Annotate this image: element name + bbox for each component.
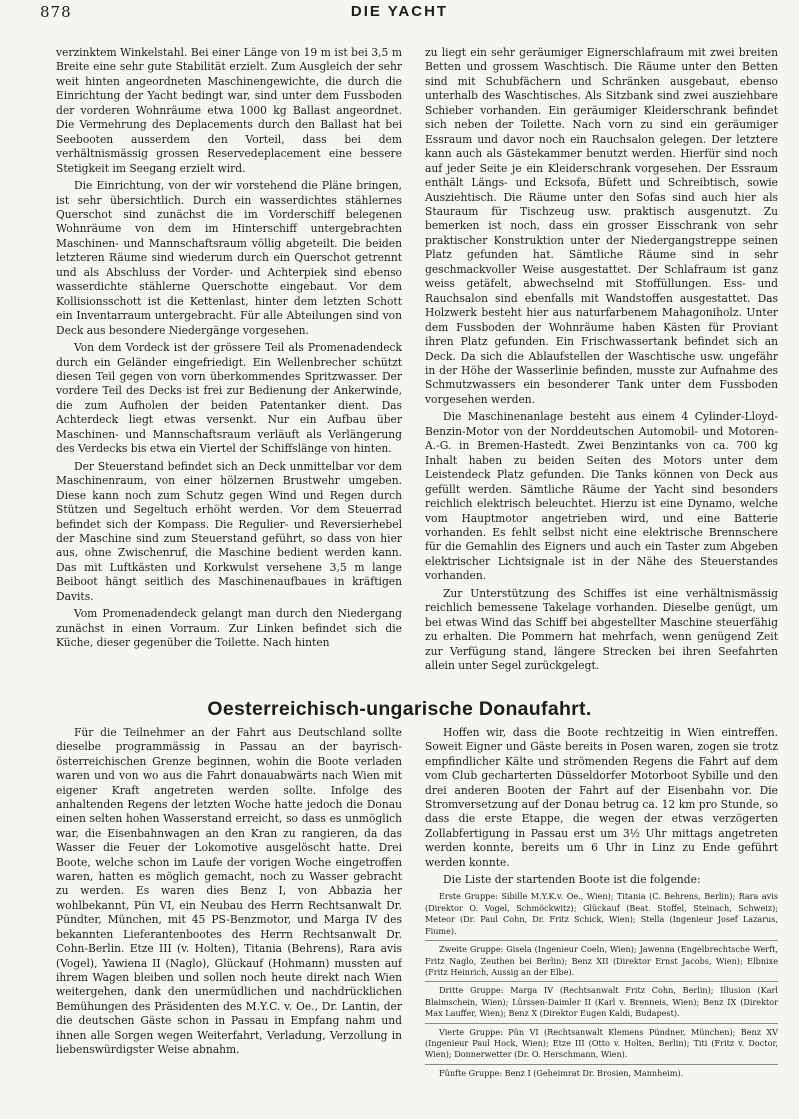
boat-group-1: Erste Gruppe: Sibille M.Y.K.v. Oe., Wien); Titania (C. Behrens, Berlin); Rara avis (Direktor O. Vogel, Schmöckwitz); Glückauf (Beat. Stoffel, Steinach, Schweiz); Meteor (Dr. Paul Cohn, Dr. Fritz Schick, Wien); Stella (Ingenieur Josef Lazarus, Fiume). [425,891,778,936]
divider [425,981,778,982]
boat-list [425,891,778,1079]
divider [425,1023,778,1024]
paragraph: Der Steuerstand befindet sich an Deck unmittelbar vor dem Maschinenraum, von einer hölzernen Brustwehr umgeben. Diese kann noch zum Schutz gegen Wind und Regen durch Stützen und Segeltuch erhöht werden. Vor dem Steuerrad befindet sich der Kompass. Die Regulier- und Reversierhebel der Maschine sind zum Steuerstand geführt, so dass von hier aus, ohne Zwischenruf, die Maschine bedient werden kann. Das mit Luftkästen und Korkwulst versehene 3,5 m lange Beiboot hängt seitlich des Maschinenaufbaues in kräftigen Davits. [56,459,402,603]
paragraph: Vom Promenadendeck gelangt man durch den Niedergang zunächst in einen Vorraum. Zur Linken befindet sich die Küche, dieser gegenüber die Toilette. Nach hinten [56,607,402,650]
article-title: Oesterreichisch-ungarische Donaufahrt. [207,698,592,720]
page-number: 878 [40,3,72,21]
boat-group-4: Vierte Gruppe: Pün VI (Rechtsanwalt Klemens Pündner, München); Benz XV (Ingenieur Paul Hock, Wien); Etze III (Otto v. Holten, Berlin); Titi (Fritz v. Doctor, Wien); Donnerwetter (Dr. O. Herschmann, Wien). [425,1026,778,1060]
paragraph: zu liegt ein sehr geräumiger Eignerschlafraum mit zwei breiten Betten und grossem Waschtisch. Die Räume unter den Betten sind mit Schubfächern und Schränken ausgebaut, ebenso unterhalb des Waschtisches. Als Sitzbank sind zwei ausziehbare Schieber vorhanden. Ein geräumiger Kleiderschrank befindet sich neben der Toilette. Nach vorn zu sind ein geräumiger Essraum und davor noch ein Rauchsalon gelegen. Der letztere kann auch als Gästekammer benutzt werden. Hierfür sind noch auf jeder Seite je ein Kleiderschrank vorgesehen. Der Essraum enthält Längs- und Ecksofa, Büfett und Schreibtisch, sowie Ausziehtisch. Die Räume unter den Sofas sind auch hier als Stauraum für Tischzeug usw. praktisch ausgenutzt. Zu bemerken ist noch, dass ein grosser Eisschrank von sehr praktischer Konstruktion unter der Niedergangstreppe seinen Platz gefunden hat. Sämtliche Räume sind in sehr geschmackvoller Weise ausgestattet. Der Schlafraum ist ganz weiss getäfelt, abwechselnd mit Stoffüllungen. Ess- und Rauchsalon sind ebenfalls mit Wandstoffen ausgestattet. Das Holzwerk besteht hier aus naturfarbenem Mahagoniholz. Unter dem Fussboden der Wohnräume haben Kästen für Proviant ihren Platz gefunden. Ein Frischwassertank befindet sich an Deck. Da sich die Ablaufstellen der Waschtische usw. ungefähr in der Höhe der Wasserlinie befinden, musste zur Aufnahme des Schmutzwassers ein besonderer Tank unter dem Fussboden vorgesehen werden. [425,46,778,406]
divider [425,1064,778,1065]
boat-group-3: Dritte Gruppe: Marga IV (Rechtsanwalt Fritz Cohn, Berlin); Illusion (Karl Blaimschein, Wien); Lürssen-Daimler II (Karl v. Brenneis, Wien); Benz IX (Direktor Max Lauffer, Wien); Benz X (Direktor Eugen Kaldi, Budapest). [425,985,778,1019]
boat-group-2: Zweite Gruppe: Gisela (Ingenieur Coeln, Wien); Jawenna (Engelbrechtsche Werft, Fritz Naglo, Zeuthen bei Berlin); Benz XII (Direktor Ernst Jacobs, Wien); Elbnixe (Fritz Heinrich, Aussig an der Elbe). [425,944,778,977]
article-left-column [56,726,402,1060]
paragraph: Die Maschinenanlage besteht aus einem 4 Cylinder-Lloyd-Benzin-Motor von der Norddeutschen Automobil- und Motoren-A.-G. in Bremen-Hastedt. Zwei Benzintanks von ca. 700 kg Inhalt haben zu beiden Seiten des Motors unter dem Leistendeck Platz gefunden. Die Tanks können von Deck aus gefüllt werden. Sämtliche Räume der Yacht sind besonders reichlich elektrisch beleuchtet. Hierzu ist eine Dynamo, welche vom Hauptmotor angetrieben wird, und eine Batterie vorhanden. Es fehlt selbst nicht eine elektrische Brennschere für die Gemahlin des Eigners und auch ein Taster zum Abgeben elektrischer Lichtsignale ist in der Nähe des Steuerstandes vorhanden. [425,410,778,583]
paragraph: Zur Unterstützung des Schiffes ist eine verhältnismässig reichlich bemessene Takelage vorhanden. Dieselbe genügt, um bei etwas Wind das Schiff bei abgestellter Maschine steuerfähig zu erhalten. Die Pommern hat mehrfach, wenn genügend Zeit zur Verfügung stand, längere Strecken bei ihren Seefahrten allein unter Segel zurückgelegt. [425,586,778,673]
paragraph: Für die Teilnehmer an der Fahrt aus Deutschland sollte dieselbe programmässig in Passau an der bayrisch-österreichischen Grenze beginnen, wohin die Boote verladen waren und von wo aus die Fahrt donauabwärts nach Wien mit eigener Kraft angetreten werden sollte. Infolge des anhaltenden Regens der letzten Woche hatte jedoch die Donau einen selten hohen Wasserstand erreicht, so dass es unmöglich war, die Eisenbahnwagen an den Kran zu rangieren, da das Wasser die Feuer der Lokomotive ausgelöscht hatte. Drei Boote, welche schon im Laufe der vorigen Woche eingetroffen waren, hatten es möglich gemacht, noch zu Wasser gebracht zu werden. Es waren dies Benz I, von Abbazia her wohlbekannt, Pün VI, ein Neubau des Herrn Rechtsanwalt Dr. Pündter, München, mit 45 PS-Benzmotor, und Marga IV des bekannten Lieferantenbootes des Herrn Rechtsanwalt Dr. Cohn-Berlin. Etze III (v. Holten), Titania (Behrens), Rara avis (Vogel), Yawiena II (Naglo), Glückauf (Hohmann) mussten auf ihrem Wagen bleiben und sollen noch heute direkt nach Wien weitergehen, dank den unermüdlichen und nachdrücklichen Bemühungen des Präsidenten des M.Y.C. v. Oe., Dr. Lantin, der die deutschen Gäste schon in Passau in Empfang nahm und ihnen alle Sorgen wegen Weiterfahrt, Verladung, Verzollung in liebenswürdigster Weise abnahm. [56,726,402,1056]
paragraph: Die Liste der startenden Boote ist die folgende: [443,873,701,887]
top-right-column [425,46,778,676]
boat-group-5: Fünfte Gruppe: Benz I (Geheimrat Dr. Brosien, Mannheim). [439,1067,684,1078]
paragraph: verzinktem Winkelstahl. Bei einer Länge von 19 m ist bei 3,5 m Breite eine sehr gute Stabilität erzielt. Zum Ausgleich der sehr weit hinten angeordneten Maschinengewichte, die durch die Einrichtung der Yacht bedingt war, sind unter dem Fussboden der vorderen Wohnräume etwa 1000 kg Ballast angeordnet. Die Vermehrung des Deplacements durch den Ballast hat bei Seebooten ausserdem den Vorteil, dass bei dem verhältnismässig grossen Reservedeplacement eine bessere Stetigkeit im Seegang erzielt wird. [56,46,402,175]
paragraph: Von dem Vordeck ist der grössere Teil als Promenadendeck durch ein Geländer eingefriedigt. Ein Wellenbrecher schützt diesen Teil gegen von vorn überkommendes Spritzwasser. Der vordere Teil des Decks ist frei zur Bedienung der Ankerwinde, die zum Aufholen der beiden Patentanker dient. Das Achterdeck liegt etwas versenkt. Nur ein Aufbau über Maschinen- und Mannschaftsraum verläuft als Verlängerung des Verdecks bis etwa ein Viertel der Schiffslänge von hinten. [56,341,402,456]
top-left-column [56,46,402,654]
divider [425,940,778,941]
paragraph: Die Einrichtung, von der wir vorstehend die Pläne bringen, ist sehr übersichtlich. Durch ein wasserdichtes stählernes Querschot sind zunächst die im Vorderschiff belegenen Wohnräume von dem im Hinterschiff untergebrachten Maschinen- und Mannschaftsraum völlig abgeteilt. Die beiden letzteren Räume sind wiederum durch ein Querschot getrennt und als Abschluss der Vorder- und Achterpiek sind ebenso wasserdichte stählerne Querschotte eingebaut. Vor dem Kollisionsschott ist die Kettenlast, hinter dem letzten Schott ein Inventarraum untergebracht. Für alle Abteilungen sind von Deck aus besondere Niedergänge vorgesehen. [56,179,402,337]
running-title: DIE YACHT [350,3,449,20]
paragraph: Hoffen wir, dass die Boote rechtzeitig in Wien eintreffen. Soweit Eigner und Gäste bereits in Posen waren, zogen sie trotz empfindlicher Kälte und strömenden Regens die Fahrt auf dem vom Club gecharterten Düsseldorfer Motorboot Sybille und den drei anderen Booten der Fahrt auf der Eisenbahn vor. Die Stromversetzung auf der Donau betrug ca. 12 km pro Stunde, so dass die erste Etappe, die wegen der etwas verzögerten Zollabfertigung in Passau erst um 3½ Uhr mittags angetreten werden konnte, bereits um 6 Uhr in Linz zu Ende geführt werden konnte. [425,726,778,869]
article-right-column [425,726,778,1082]
